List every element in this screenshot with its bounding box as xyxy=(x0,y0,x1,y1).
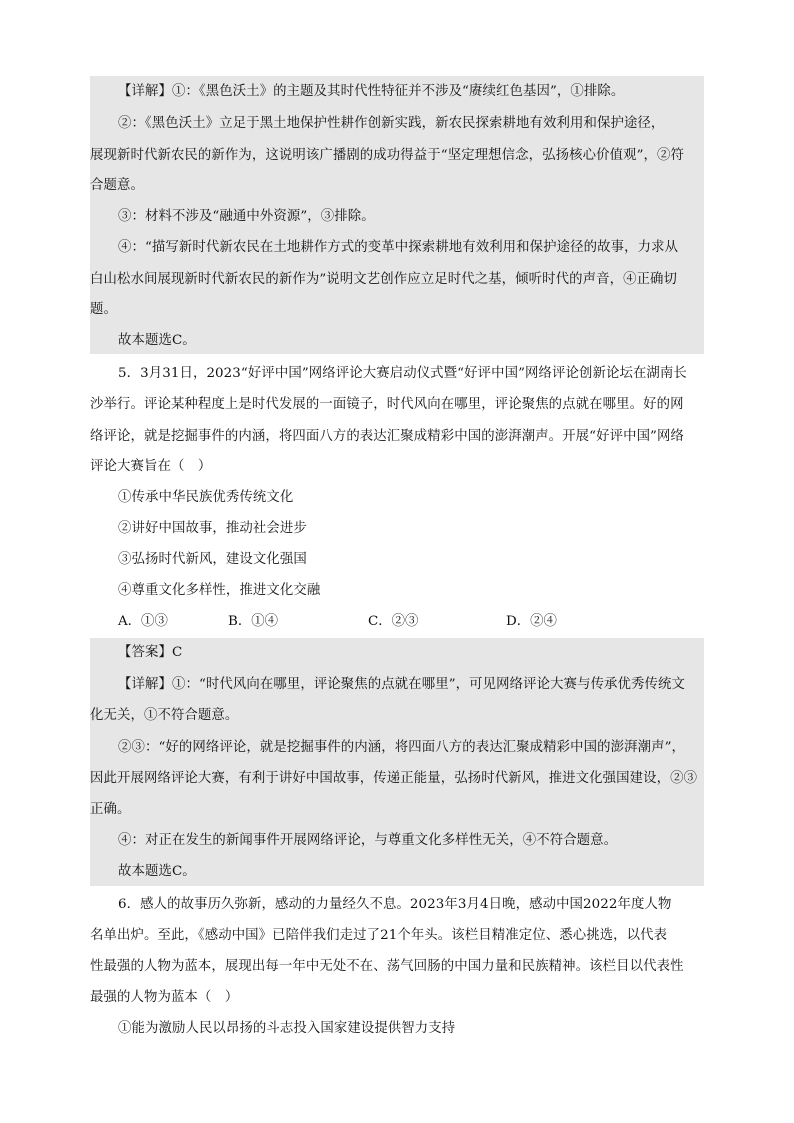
question-5-item: ③弘扬时代新风，建设文化强国 xyxy=(118,552,307,567)
question-6-stem-line: 性最强的人物为蓝本，展现出每一年中无处不在、荡气回肠的中国力量和民族精神。该栏目以代表性 xyxy=(90,959,684,974)
explanation-line: 展现新时代新农民的新作为，这说明该广播剧的成功得益于“坚定理想信念，弘扬核心价值观”，②符 xyxy=(90,148,684,163)
explanation-line: 正确。 xyxy=(90,802,131,817)
question-6-stem-line: 名单出炉。至此，《感动中国》已陪伴我们走过了21个年头。该栏目精准定位、悉心挑选，以代表 xyxy=(90,928,668,943)
explanation-line: ②：《黑色沃土》立足于黑土地保护性耕作创新实践，新农民探索耕地有效利用和保护途径， xyxy=(118,116,665,131)
question-5-stem-line: 络评论，就是挖掘事件的内涵，将四面八方的表达汇聚成精彩中国的澎湃潮声。开展“好评中国”网络 xyxy=(90,429,684,444)
question-5-stem-line: 沙举行。评论某种程度上是时代发展的一面镜子，时代风向在哪里，评论聚焦的点就在哪里。好的网 xyxy=(90,397,684,412)
explanation-line: ④：“描写新时代新农民在土地耕作方式的变革中探索耕地有效利用和保护途径的故事，力求从 xyxy=(118,240,679,255)
explanation-line: 【详解】①：《黑色沃土》的主题及其时代性特征并不涉及“赓续红色基因”，①排除。 xyxy=(118,84,625,99)
question-5-stem-line: 评论大赛旨在（ ） xyxy=(90,459,212,474)
option-a: A．①③ xyxy=(118,614,168,629)
explanation-line: ④：对正在发生的新闻事件开展网络评论，与尊重文化多样性无关，④不符合题意。 xyxy=(118,833,618,848)
question-6-stem-line: 最强的人物为蓝本（ ） xyxy=(90,990,239,1005)
explanation-line: 因此开展网络评论大赛，有利于讲好中国故事，传递正能量，弘扬时代新风，推进文化强国建设，②③ xyxy=(90,771,698,786)
explanation-conclusion: 故本题选C。 xyxy=(118,864,196,879)
explanation-line: 【详解】①：“时代风向在哪里，评论聚焦的点就在哪里”，可见网络评论大赛与传承优秀传统文 xyxy=(118,677,686,692)
explanation-line: ③：材料不涉及“融通中外资源”，③排除。 xyxy=(118,209,375,224)
explanation-line: 题。 xyxy=(90,302,117,317)
explanation-conclusion: 故本题选C。 xyxy=(118,333,196,348)
question-5-options xyxy=(118,612,718,632)
explanation-line: ②③：“好的网络评论，就是挖掘事件的内涵，将四面八方的表达汇聚成精彩中国的澎湃潮声”， xyxy=(118,740,686,755)
answer-line: 【答案】C xyxy=(118,645,183,660)
option-c: C．②③ xyxy=(368,614,419,629)
question-6-item: ①能为激励人民以昂扬的斗志投入国家建设提供智力支持 xyxy=(118,1021,456,1036)
explanation-line: 合题意。 xyxy=(90,178,144,193)
question-6-stem-line: 6．感人的故事历久弥新，感动的力量经久不息。2023年3月4日晚，感动中国2022年度人物 xyxy=(118,897,672,912)
question-5-item: ①传承中华民族优秀传统文化 xyxy=(118,490,294,505)
option-d: D．②④ xyxy=(506,614,557,629)
question-5-item: ②讲好中国故事，推动社会进步 xyxy=(118,521,307,536)
option-b: B．①④ xyxy=(228,614,279,629)
explanation-line: 白山松水间展现新时代新农民的新作为”说明文艺创作应立足时代之基，倾听时代的声音，④正确切 xyxy=(90,272,678,287)
question-5-item: ④尊重文化多样性，推进文化交融 xyxy=(118,583,321,598)
explanation-line: 化无关，①不符合题意。 xyxy=(90,708,239,723)
question-5-stem-line: 5．3月31日，2023“好评中国”网络评论大赛启动仪式暨“好评中国”网络评论创新论坛在湖南长 xyxy=(118,366,687,381)
